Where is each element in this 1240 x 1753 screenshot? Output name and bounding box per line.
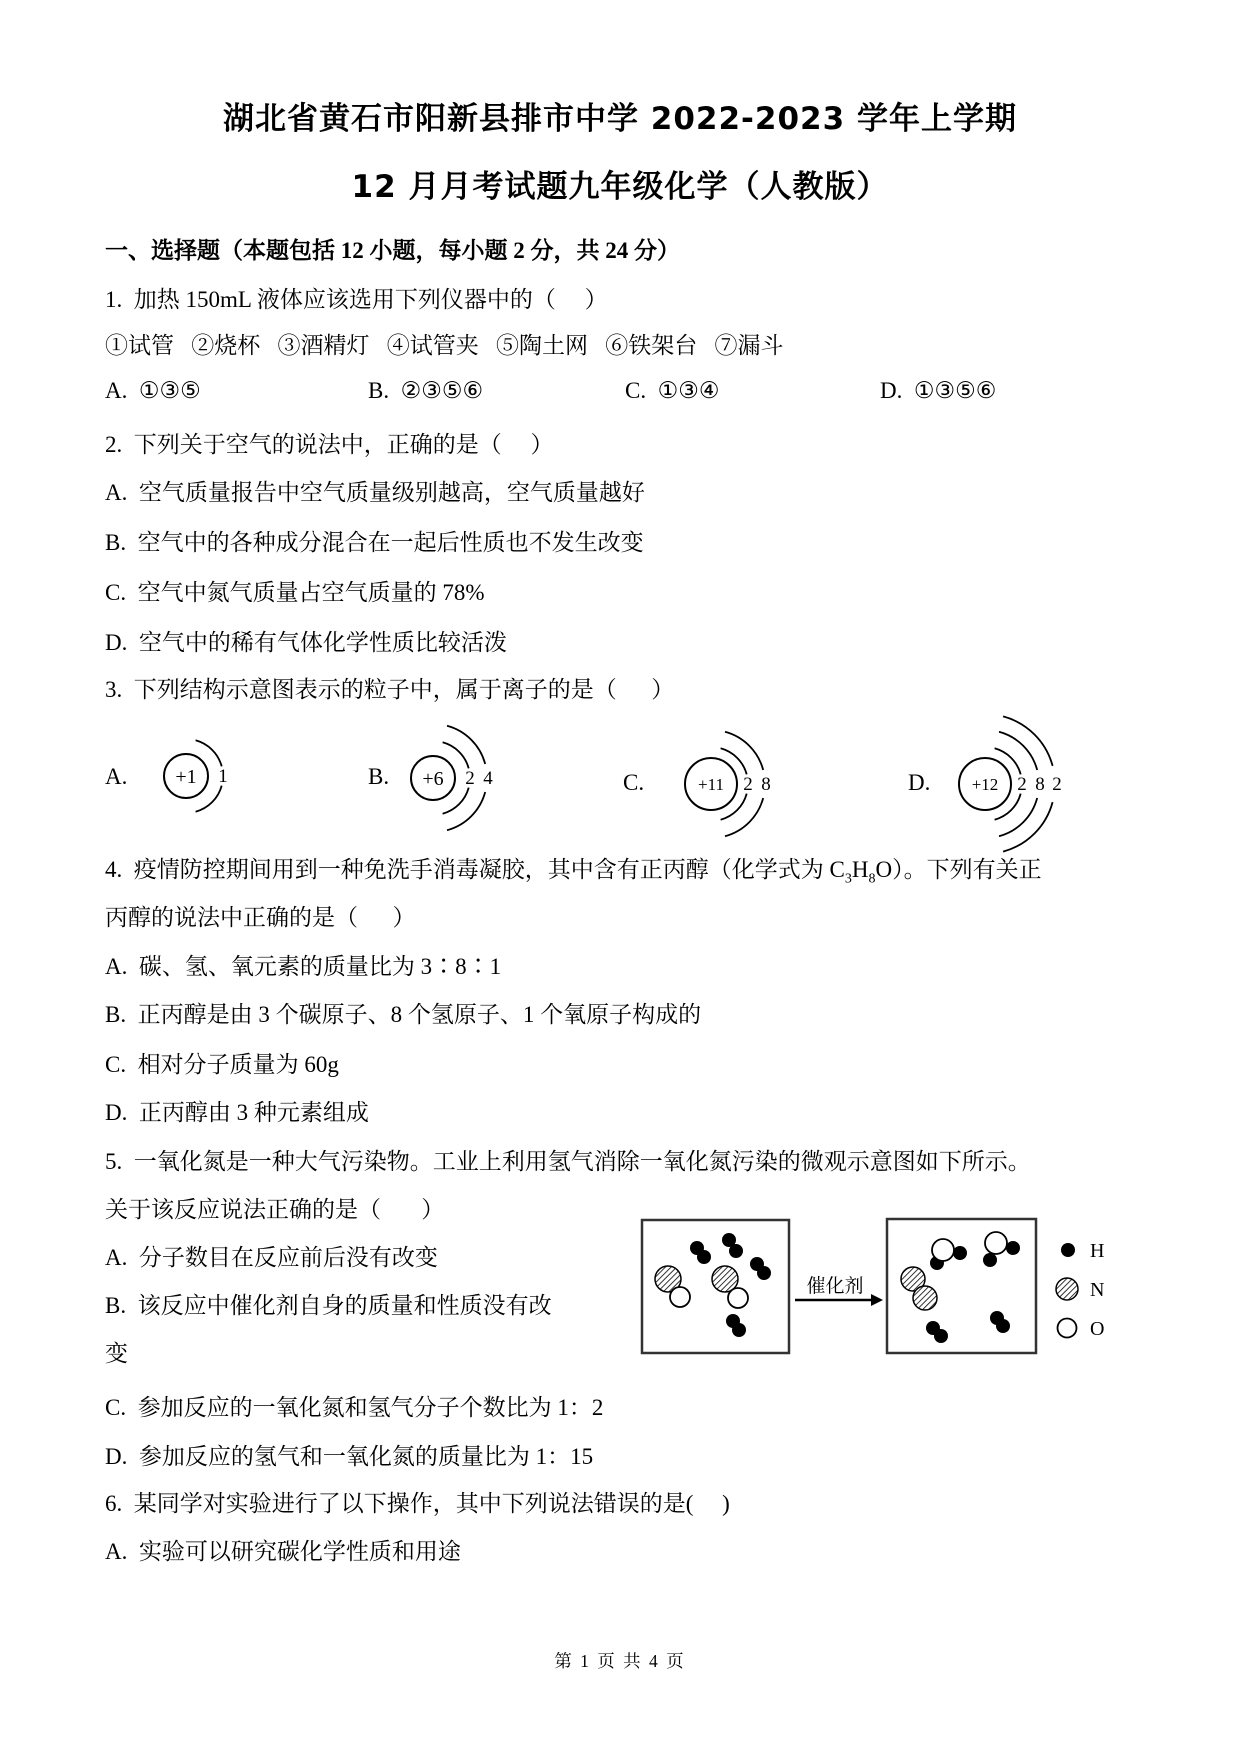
atom-diagram-b	[398, 706, 528, 851]
shell-electron-count: 2	[1017, 774, 1027, 795]
nucleus-charge: +12	[971, 775, 999, 794]
q4-option-b: B. 正丙醇是由 3 个碳原子、8 个氢原子、1 个氧原子构成的	[105, 1002, 702, 1027]
q4-option-a: A. 碳、氢、氧元素的质量比为 3∶8∶1	[105, 954, 502, 979]
q2-option-d: D. 空气中的稀有气体化学性质比较活泼	[105, 630, 507, 655]
h2o-molecule	[983, 1232, 1020, 1267]
legend-n	[1056, 1278, 1104, 1301]
q5-option-c: C. 参加反应的一氧化氮和氢气分子个数比为 1：2	[105, 1395, 604, 1420]
n2-molecule	[901, 1267, 937, 1310]
atom-diagram-d	[950, 712, 1085, 857]
q4-stem-post: ）。下列有关正	[892, 857, 1042, 882]
h2-molecule	[926, 1321, 948, 1343]
catalyst-label: 催化剂	[806, 1276, 864, 1297]
q2-option-a: A. 空气质量报告中空气质量级别越高，空气质量越好	[105, 480, 645, 505]
shell-electron-count: 2	[743, 774, 753, 795]
h2-molecule	[990, 1311, 1010, 1333]
q1-stem: 1. 加热 150mL 液体应该选用下列仪器中的（ ）	[105, 287, 608, 312]
shell-electron-count: 4	[483, 768, 493, 789]
h2-molecule	[690, 1241, 711, 1264]
q3-diagram-b-label: B.	[368, 764, 390, 789]
formula-subscript: 8	[868, 871, 876, 887]
section-heading: 一、选择题（本题包括 12 小题，每小题 2 分，共 24 分）	[105, 238, 680, 263]
formula-element: O	[875, 857, 893, 882]
q2-option-c: C. 空气中氮气质量占空气质量的 78%	[105, 580, 485, 605]
paper-title-line1: 湖北省黄石市阳新县排市中学 2022-2023 学年上学期	[222, 101, 1017, 137]
q4-option-c: C. 相对分子质量为 60g	[105, 1052, 339, 1077]
q5-stem-line2: 关于该反应说法正确的是（ ）	[105, 1197, 445, 1222]
legend-h-label: H	[1090, 1240, 1105, 1262]
shell-electron-count: 1	[218, 766, 228, 787]
q4-stem-pre: 4. 疫情防控期间用到一种免洗手消毒凝胶，其中含有正丙醇（化学式为	[105, 857, 830, 882]
atom-diagram-c	[676, 712, 806, 857]
q5-option-d: D. 参加反应的氢气和一氧化氮的质量比为 1：15	[105, 1444, 594, 1469]
q1-option-b: B. ②③⑤⑥	[368, 378, 484, 403]
atom-diagram-a	[151, 704, 281, 849]
q5-stem-line1: 5. 一氧化氮是一种大气污染物。工业上利用氢气消除一氧化氮污染的微观示意图如下所示。	[105, 1149, 1031, 1174]
n-atom-icon	[1056, 1278, 1078, 1300]
shell-electron-count: 2	[465, 768, 475, 789]
nucleus-charge: +1	[175, 766, 197, 788]
formula-subscript: 3	[844, 871, 852, 887]
q4-stem-line1	[105, 855, 1042, 885]
no-molecule	[712, 1266, 748, 1308]
q1-option-c: C. ①③④	[625, 378, 720, 403]
q5-option-b-line2: 变	[105, 1341, 128, 1366]
q5-option-b-line1: B. 该反应中催化剂自身的质量和性质没有改	[105, 1293, 552, 1318]
q6-stem: 6. 某同学对实验进行了以下操作，其中下列说法错误的是( )	[105, 1491, 730, 1516]
q1-option-d: D. ①③⑤⑥	[880, 378, 997, 403]
q5-option-a: A. 分子数目在反应前后没有改变	[105, 1245, 438, 1270]
q3-diagram-a-label: A.	[105, 764, 128, 789]
legend-o	[1058, 1318, 1105, 1340]
q4-stem-line2: 丙醇的说法中正确的是（ ）	[105, 905, 416, 930]
page-number-footer: 第 1 页 共 4 页	[554, 1651, 686, 1671]
nucleus-charge: +6	[422, 768, 444, 790]
q6-option-a: A. 实验可以研究碳化学性质和用途	[105, 1539, 461, 1564]
h2-molecule	[722, 1233, 743, 1258]
paper-title-line2: 12 月月考试题九年级化学（人教版）	[351, 169, 889, 205]
shell-electron-count: 8	[761, 774, 771, 795]
shell-electron-count: 8	[1035, 774, 1045, 795]
reaction-arrow-head	[871, 1294, 883, 1306]
q1-option-a: A. ①③⑤	[105, 378, 201, 403]
h2-molecule	[750, 1257, 771, 1280]
q5-reaction-figure	[635, 1212, 1125, 1362]
q3-diagram-c-label: C.	[623, 770, 645, 795]
h2-molecule	[726, 1314, 746, 1337]
q2-option-b: B. 空气中的各种成分混合在一起后性质也不发生改变	[105, 530, 644, 555]
nucleus-charge: +11	[698, 775, 724, 794]
q1-instrument-list: ①试管 ②烧杯 ③酒精灯 ④试管夹 ⑤陶土网 ⑥铁架台 ⑦漏斗	[105, 333, 784, 358]
legend-n-label: N	[1090, 1279, 1105, 1301]
formula-element: C	[829, 857, 845, 882]
q3-stem: 3. 下列结构示意图表示的粒子中，属于离子的是（ ）	[105, 677, 675, 702]
q3-diagram-d-label: D.	[908, 770, 931, 795]
no-molecule	[655, 1266, 690, 1307]
shell-electron-count: 2	[1052, 774, 1062, 795]
q2-stem: 2. 下列关于空气的说法中，正确的是（ ）	[105, 432, 554, 457]
q4-option-d: D. 正丙醇由 3 种元素组成	[105, 1100, 369, 1125]
h-atom-icon	[1061, 1243, 1075, 1257]
formula-element: H	[851, 857, 869, 882]
legend-h	[1061, 1240, 1104, 1262]
o-atom-icon	[1058, 1319, 1077, 1338]
h2o-molecule	[930, 1239, 967, 1270]
legend-o-label: O	[1090, 1318, 1105, 1340]
